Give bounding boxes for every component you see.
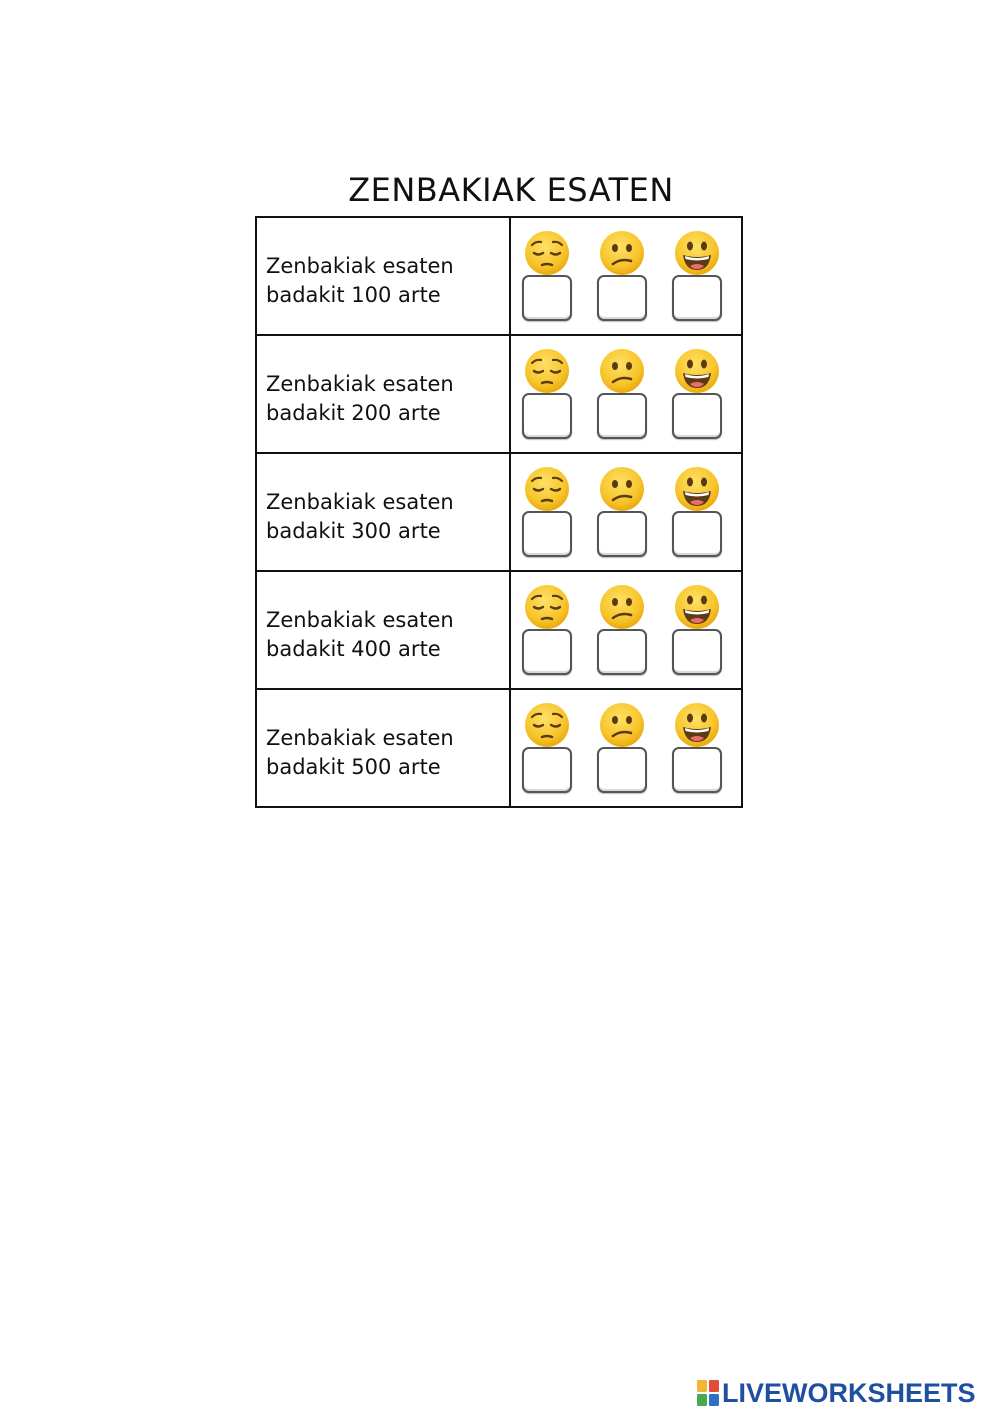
rating-option-unsure: [596, 465, 648, 557]
table-row: [256, 571, 742, 689]
pensive-face-icon: [523, 701, 571, 749]
statement-label: Zenbakiak esaten badakit 500 arte: [266, 726, 454, 779]
table-row: [256, 335, 742, 453]
confused-face-icon: [598, 465, 646, 513]
checkbox-sad[interactable]: [522, 511, 572, 557]
rating-option-sad: [521, 347, 573, 439]
confused-face-icon: [598, 347, 646, 395]
confused-face-icon: [598, 701, 646, 749]
rating-option-unsure: [596, 583, 648, 675]
page-title: ZENBAKIAK ESATEN: [348, 171, 674, 209]
pensive-face-icon: [523, 347, 571, 395]
table-row: [256, 217, 742, 335]
logo-text: LIVEWORKSHEETS: [722, 1378, 976, 1408]
statement-cell: [256, 217, 510, 335]
checkbox-sad[interactable]: [522, 747, 572, 793]
rating-option-sad: [521, 701, 573, 793]
checkbox-unsure[interactable]: [597, 511, 647, 557]
confused-face-icon: [598, 229, 646, 277]
statement-label: Zenbakiak esaten badakit 400 arte: [266, 608, 454, 661]
liveworksheets-logo: [697, 1378, 976, 1408]
rating-option-unsure: [596, 701, 648, 793]
checkbox-sad[interactable]: [522, 393, 572, 439]
rating-option-happy: [671, 465, 723, 557]
grinning-face-icon: [673, 583, 721, 631]
checkbox-happy[interactable]: [672, 511, 722, 557]
confused-face-icon: [598, 583, 646, 631]
checkbox-happy[interactable]: [672, 747, 722, 793]
checkbox-sad[interactable]: [522, 629, 572, 675]
checkbox-happy[interactable]: [672, 275, 722, 321]
rating-cell: [510, 335, 742, 453]
checkbox-happy[interactable]: [672, 393, 722, 439]
checkbox-unsure[interactable]: [597, 629, 647, 675]
statement-cell: [256, 571, 510, 689]
checkbox-unsure[interactable]: [597, 393, 647, 439]
rating-cell: [510, 217, 742, 335]
rating-cell: [510, 689, 742, 807]
statement-label: Zenbakiak esaten badakit 100 arte: [266, 254, 454, 307]
grinning-face-icon: [673, 701, 721, 749]
rating-option-unsure: [596, 229, 648, 321]
self-assessment-table: [255, 216, 743, 808]
rating-option-sad: [521, 229, 573, 321]
rating-option-unsure: [596, 347, 648, 439]
checkbox-sad[interactable]: [522, 275, 572, 321]
rating-option-happy: [671, 701, 723, 793]
grinning-face-icon: [673, 465, 721, 513]
grinning-face-icon: [673, 347, 721, 395]
rating-cell: [510, 571, 742, 689]
rating-option-sad: [521, 465, 573, 557]
pensive-face-icon: [523, 229, 571, 277]
checkbox-unsure[interactable]: [597, 747, 647, 793]
blocks-logo-icon: [697, 1380, 719, 1406]
statement-cell: [256, 453, 510, 571]
checkbox-unsure[interactable]: [597, 275, 647, 321]
pensive-face-icon: [523, 465, 571, 513]
rating-cell: [510, 453, 742, 571]
checkbox-happy[interactable]: [672, 629, 722, 675]
table-row: [256, 689, 742, 807]
rating-option-sad: [521, 583, 573, 675]
statement-cell: [256, 335, 510, 453]
table-row: [256, 453, 742, 571]
statement-label: Zenbakiak esaten badakit 200 arte: [266, 372, 454, 425]
statement-cell: [256, 689, 510, 807]
grinning-face-icon: [673, 229, 721, 277]
rating-option-happy: [671, 229, 723, 321]
pensive-face-icon: [523, 583, 571, 631]
statement-label: Zenbakiak esaten badakit 300 arte: [266, 490, 454, 543]
rating-option-happy: [671, 583, 723, 675]
rating-option-happy: [671, 347, 723, 439]
